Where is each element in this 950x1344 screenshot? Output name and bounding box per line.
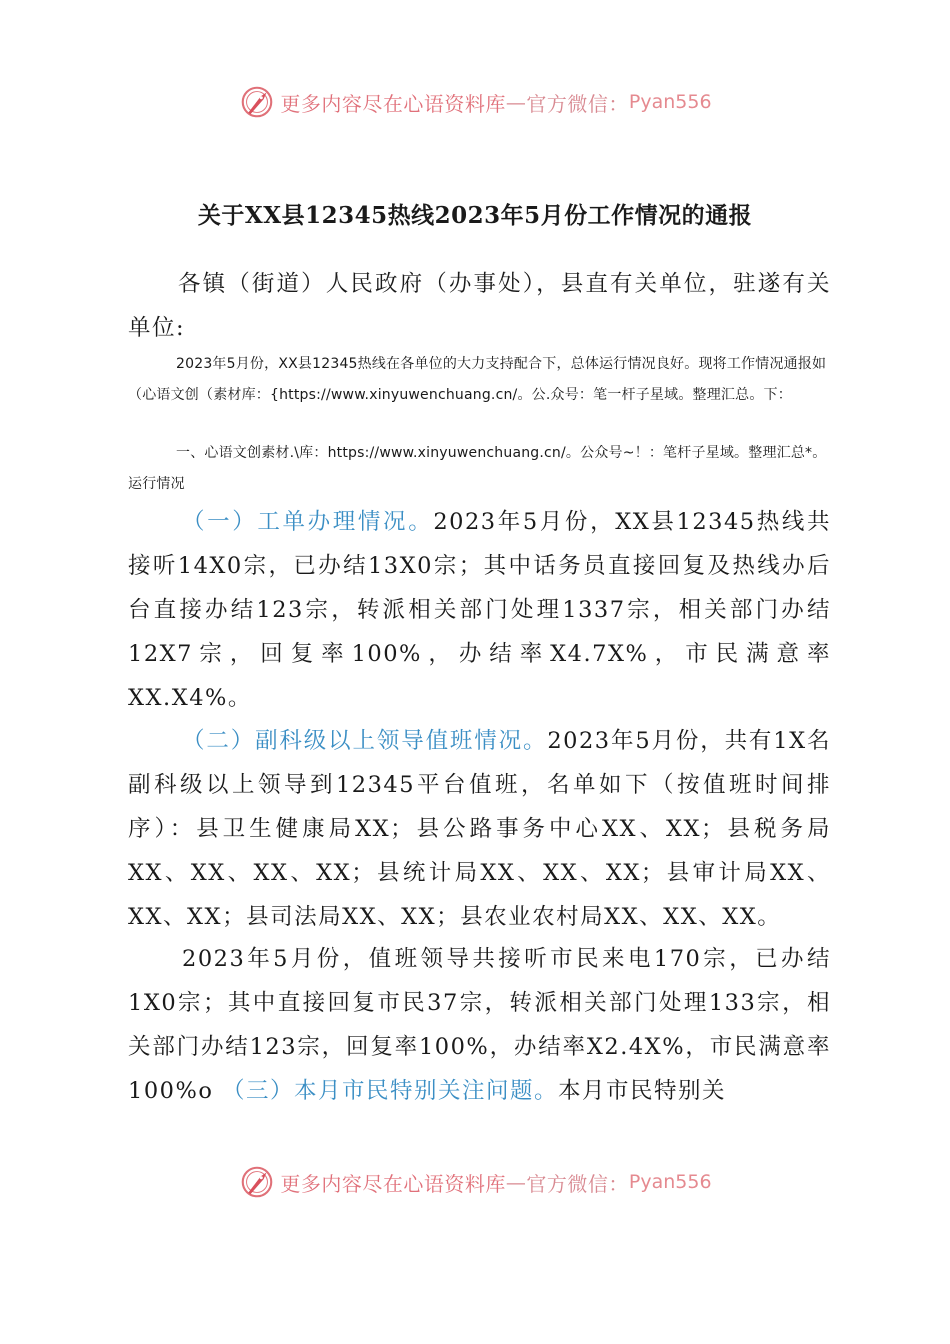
section-paragraph-2: [128, 719, 831, 939]
section-paragraph-1: [128, 500, 831, 720]
watermark-dash: —: [505, 90, 527, 114]
section-paragraph-3: [128, 937, 831, 1113]
pen-nib-icon: [238, 83, 276, 121]
duty-stats-body: 2023年5月份，值班领导共接听市民来电170宗，已办结1X0宗；其中直接回复市民37宗，转派相关部门处理133宗，相关部门办结123宗，回复率100%，办结率X2.4X%，市民满意率100%o: [128, 946, 831, 1104]
watermark-dash: —: [505, 1170, 527, 1194]
watermark-banner-bottom: [0, 1160, 950, 1204]
watermark-sub-text: 官方微信：: [526, 91, 629, 116]
subsection-heading-3: （三）本月市民特别关注问题。: [222, 1078, 559, 1104]
subsection-heading-1: （一）工单办理情况。: [182, 509, 434, 535]
pen-nib-icon: [238, 1163, 276, 1201]
subsection-heading-2: （二）副科级以上领导值班情况。: [182, 728, 548, 754]
intro-paragraph: 2023年5月份，XX县12345热线在各单位的大力支持配合下，总体运行情况良好。现将工作情况通报如（心语文创（素材库：{https://www.xinyuwenchuang.cn/。公.众号：笔一杆子星域。整理汇总。下：: [128, 356, 827, 403]
watermark-banner-top: [0, 80, 950, 124]
watermark-main-text: 更多内容尽在心语资料库: [280, 1171, 506, 1196]
subsection-body-2: 2023年5月份，共有1X名副科级以上领导到12345平台值班，名单如下（按值班时间排序）：县卫生健康局XX；县公路事务中心XX、XX；县税务局XX、XX、XX、XX；县统计局XX、XX、XX；县审计局XX、XX、XX；县司法局XX、XX；县农业农村局XX、XX、XX。: [128, 728, 831, 930]
watermark-main-text: 更多内容尽在心语资料库: [280, 91, 506, 116]
document-title: 关于XX县12345热线2023年5月份工作情况的通报: [197, 202, 753, 229]
subsection-body-1: 2023年5月份，XX县12345热线共接听14X0宗，已办结13X0宗；其中话务员直接回复及热线办后台直接办结123宗，转派相关部门处理1337宗，相关部门办结12X7宗，回复率100%，办结率X4.7X%，市民满意率XX.X4%。: [128, 509, 831, 711]
salutation-paragraph: 各镇（街道）人民政府（办事处），县直有关单位，驻遂有关单位:: [128, 271, 831, 341]
section-heading: 一、心语文创素材.\库：https://www.xinyuwenchuang.cn/。公众号~！：笔杆子星域。整理汇总*。运行情况: [128, 445, 827, 492]
subsection-tail-3: 本月市民特别关: [558, 1078, 727, 1104]
watermark-wechat-id: Pyan556: [628, 1171, 712, 1193]
watermark-wechat-id: Pyan556: [628, 91, 712, 113]
watermark-sub-text: 官方微信：: [526, 1171, 629, 1196]
